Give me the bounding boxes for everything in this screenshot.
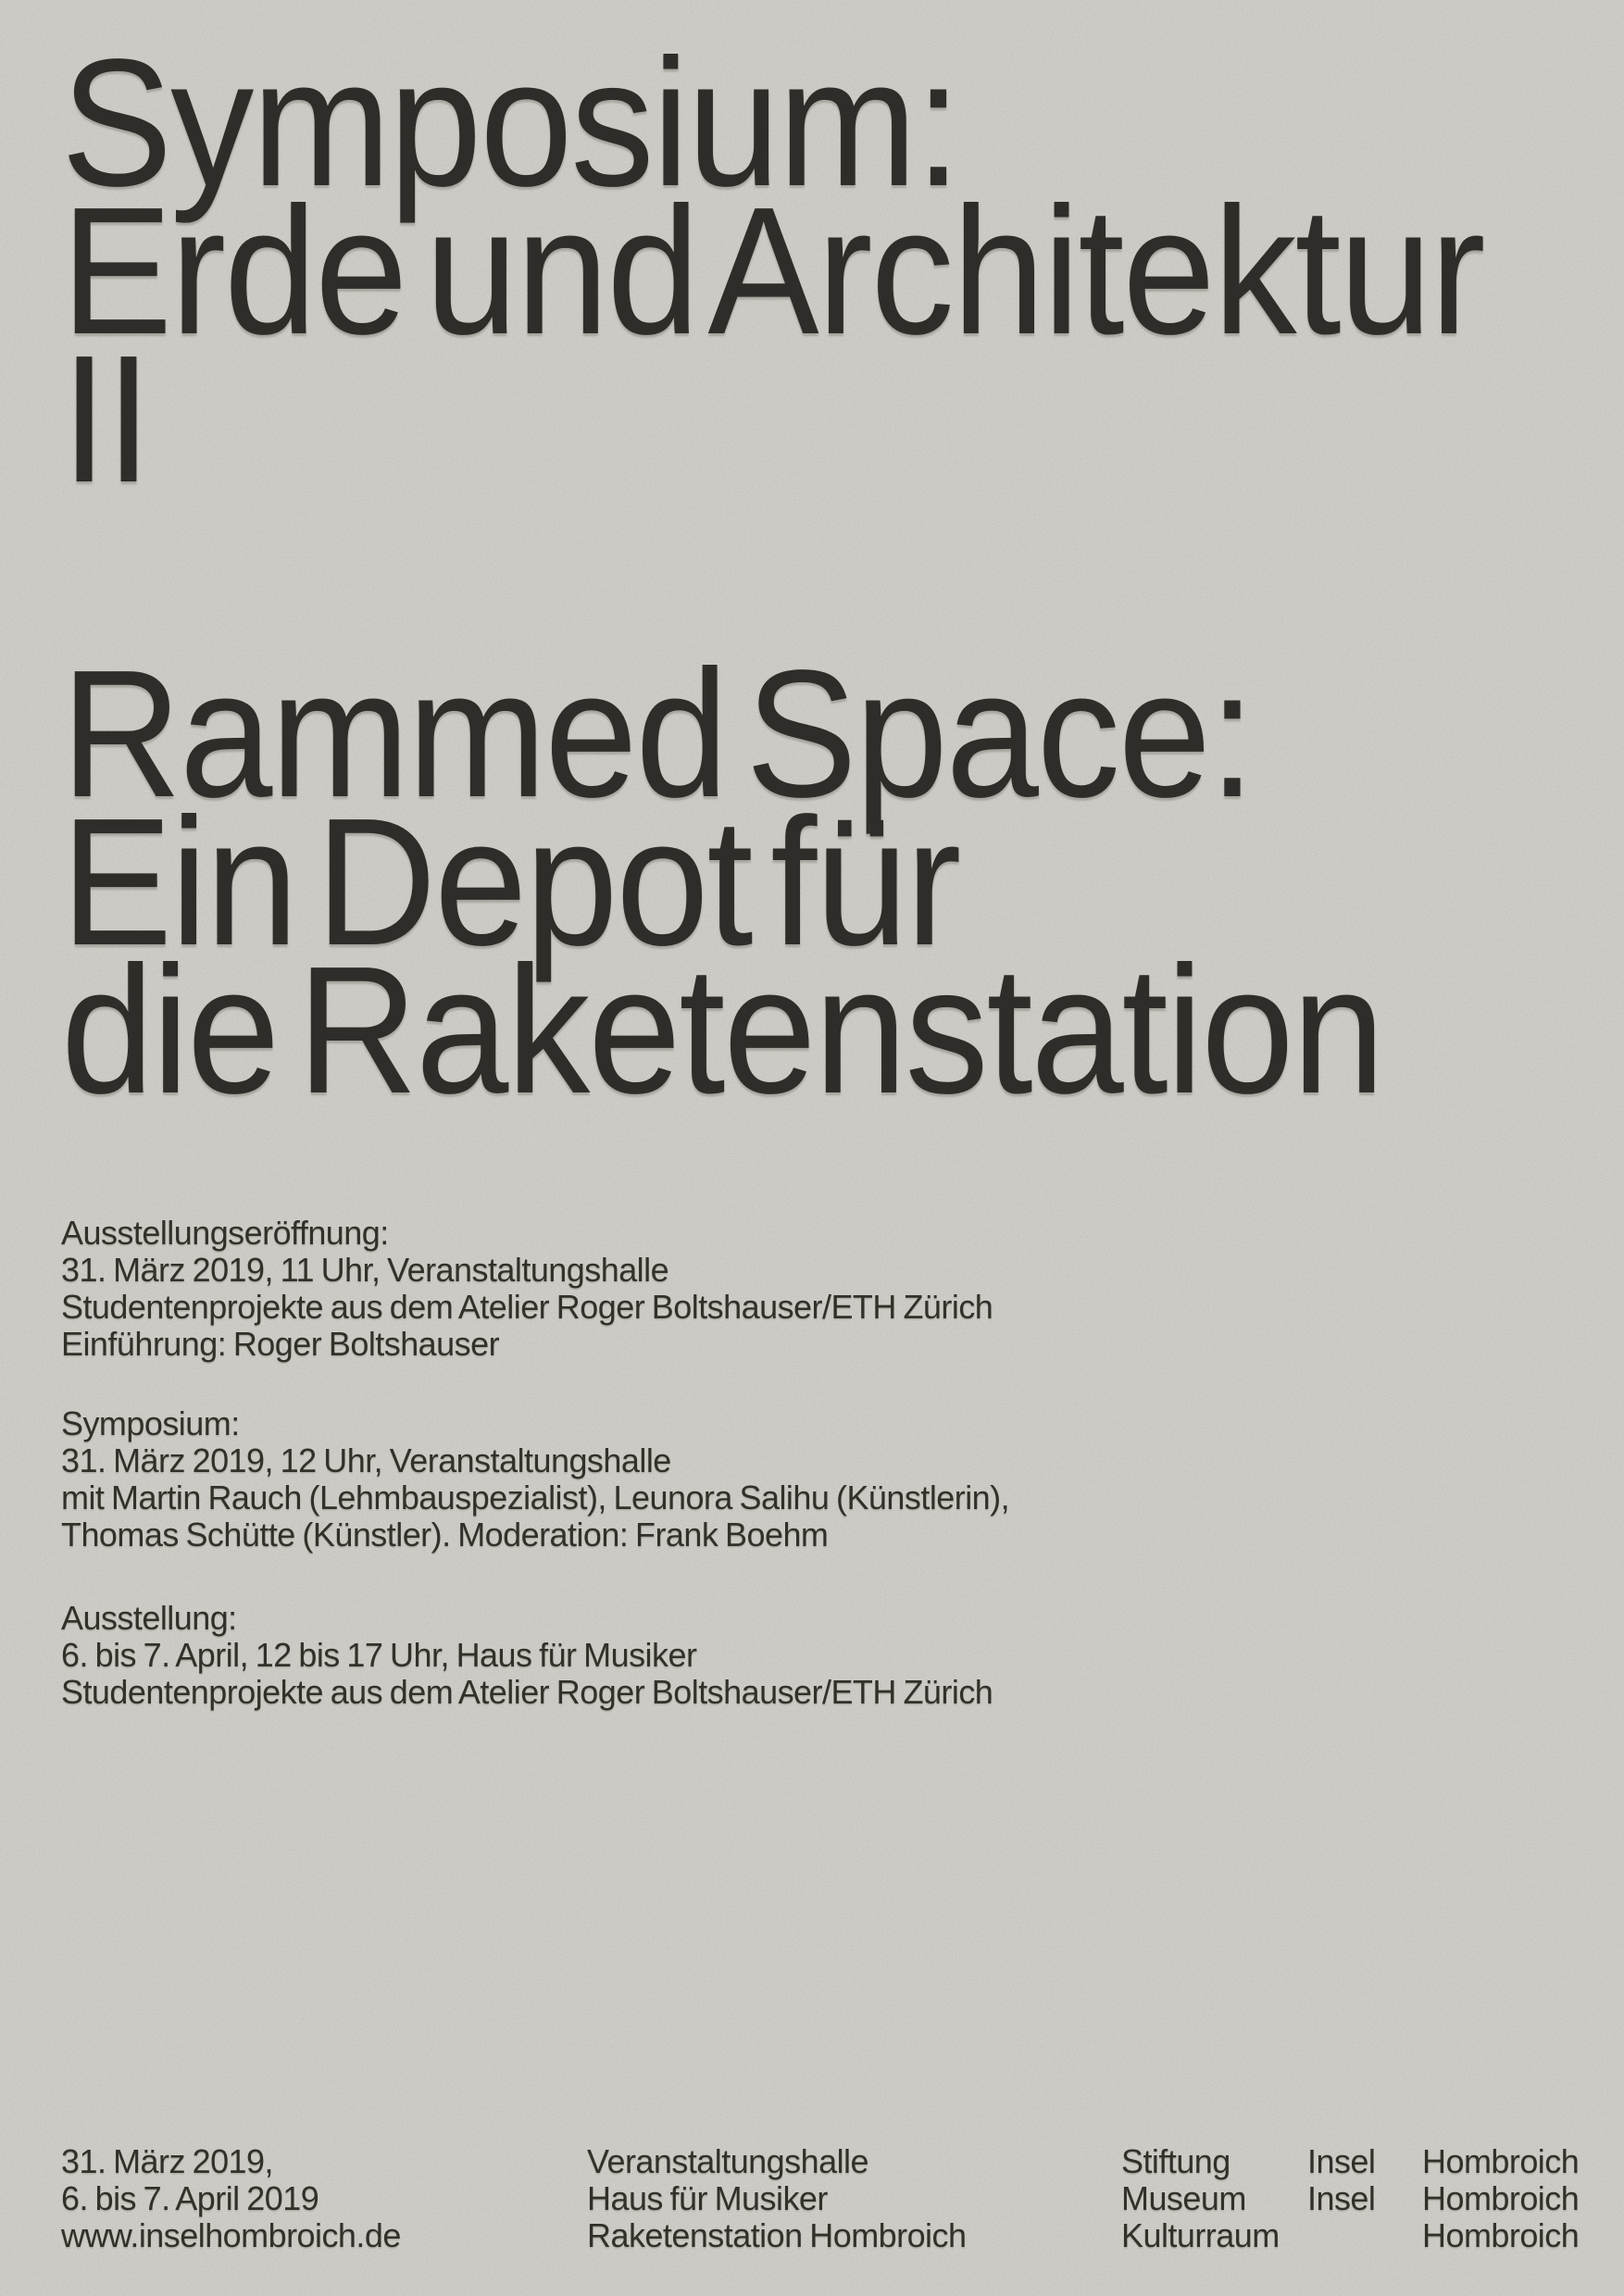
- org-cell: Kulturraum: [1121, 2216, 1280, 2254]
- org-cell: Museum: [1121, 2179, 1246, 2217]
- info-line: Einführung: Roger Boltshauser: [61, 1325, 500, 1363]
- org-cell: Hombroich: [1422, 2179, 1580, 2217]
- footer-date-line: 6. bis 7. April 2019: [61, 2179, 319, 2217]
- footer-date-line: 31. März 2019,: [61, 2142, 273, 2180]
- info-line: Symposium:: [61, 1404, 240, 1442]
- title-rammed-space: [61, 632, 1383, 1131]
- footer-venue-line: Haus für Musiker: [587, 2179, 828, 2217]
- info-line: Studentenprojekte aus dem Atelier Roger Boltshauser/ETH Zürich: [61, 1673, 993, 1711]
- footer-organisations-column: [1121, 2142, 1580, 2254]
- info-line: Thomas Schütte (Künstler). Moderation: Frank Boehm: [61, 1516, 829, 1554]
- org-cell: [1307, 2217, 1422, 2254]
- info-line: Studentenprojekte aus dem Atelier Roger Boltshauser/ETH Zürich: [61, 1288, 993, 1326]
- footer-venue-line: Veranstaltungshalle: [587, 2142, 868, 2180]
- title-symposium-erde-und-architektur: [61, 21, 1484, 520]
- title2-line-3: die Raketenstation: [61, 929, 1383, 1131]
- footer-org-row: [1121, 2142, 1580, 2180]
- org-cell: Hombroich: [1422, 2142, 1580, 2180]
- footer-venues-column: [587, 2143, 966, 2254]
- title1-line-3: II: [61, 318, 150, 520]
- info-line: 31. März 2019, 11 Uhr, Veranstaltungshalle: [61, 1251, 669, 1289]
- org-cell: Stiftung: [1121, 2142, 1230, 2180]
- footer-venue-line: Raketenstation Hombroich: [587, 2216, 967, 2254]
- info-line: 31. März 2019, 12 Uhr, Veranstaltungshalle: [61, 1441, 671, 1479]
- org-cell: Insel: [1307, 2179, 1376, 2217]
- info-line: mit Martin Rauch (Lehmbauspezialist), Leunora Salihu (Künstlerin),: [61, 1479, 1010, 1516]
- event-details: [61, 1215, 1009, 1744]
- footer-dates-column: [61, 2143, 401, 2254]
- footer-org-row: [1121, 2216, 1580, 2254]
- info-line: Ausstellung:: [61, 1599, 237, 1637]
- title1-line-2: Erde und Architektur: [61, 169, 1484, 372]
- title2-line-2: Ein Depot für: [61, 780, 960, 983]
- org-cell: Insel: [1307, 2142, 1376, 2180]
- org-cell: Hombroich: [1422, 2216, 1580, 2254]
- info-line: Ausstellungseröffnung:: [61, 1214, 389, 1252]
- footer-org-row: [1121, 2179, 1580, 2217]
- title1-line-1: Symposium:: [61, 21, 960, 224]
- footer-website: www.inselhombroich.de: [61, 2216, 401, 2254]
- title2-line-1: Rammed Space:: [61, 632, 1254, 835]
- info-line: 6. bis 7. April, 12 bis 17 Uhr, Haus für Musiker: [61, 1636, 697, 1674]
